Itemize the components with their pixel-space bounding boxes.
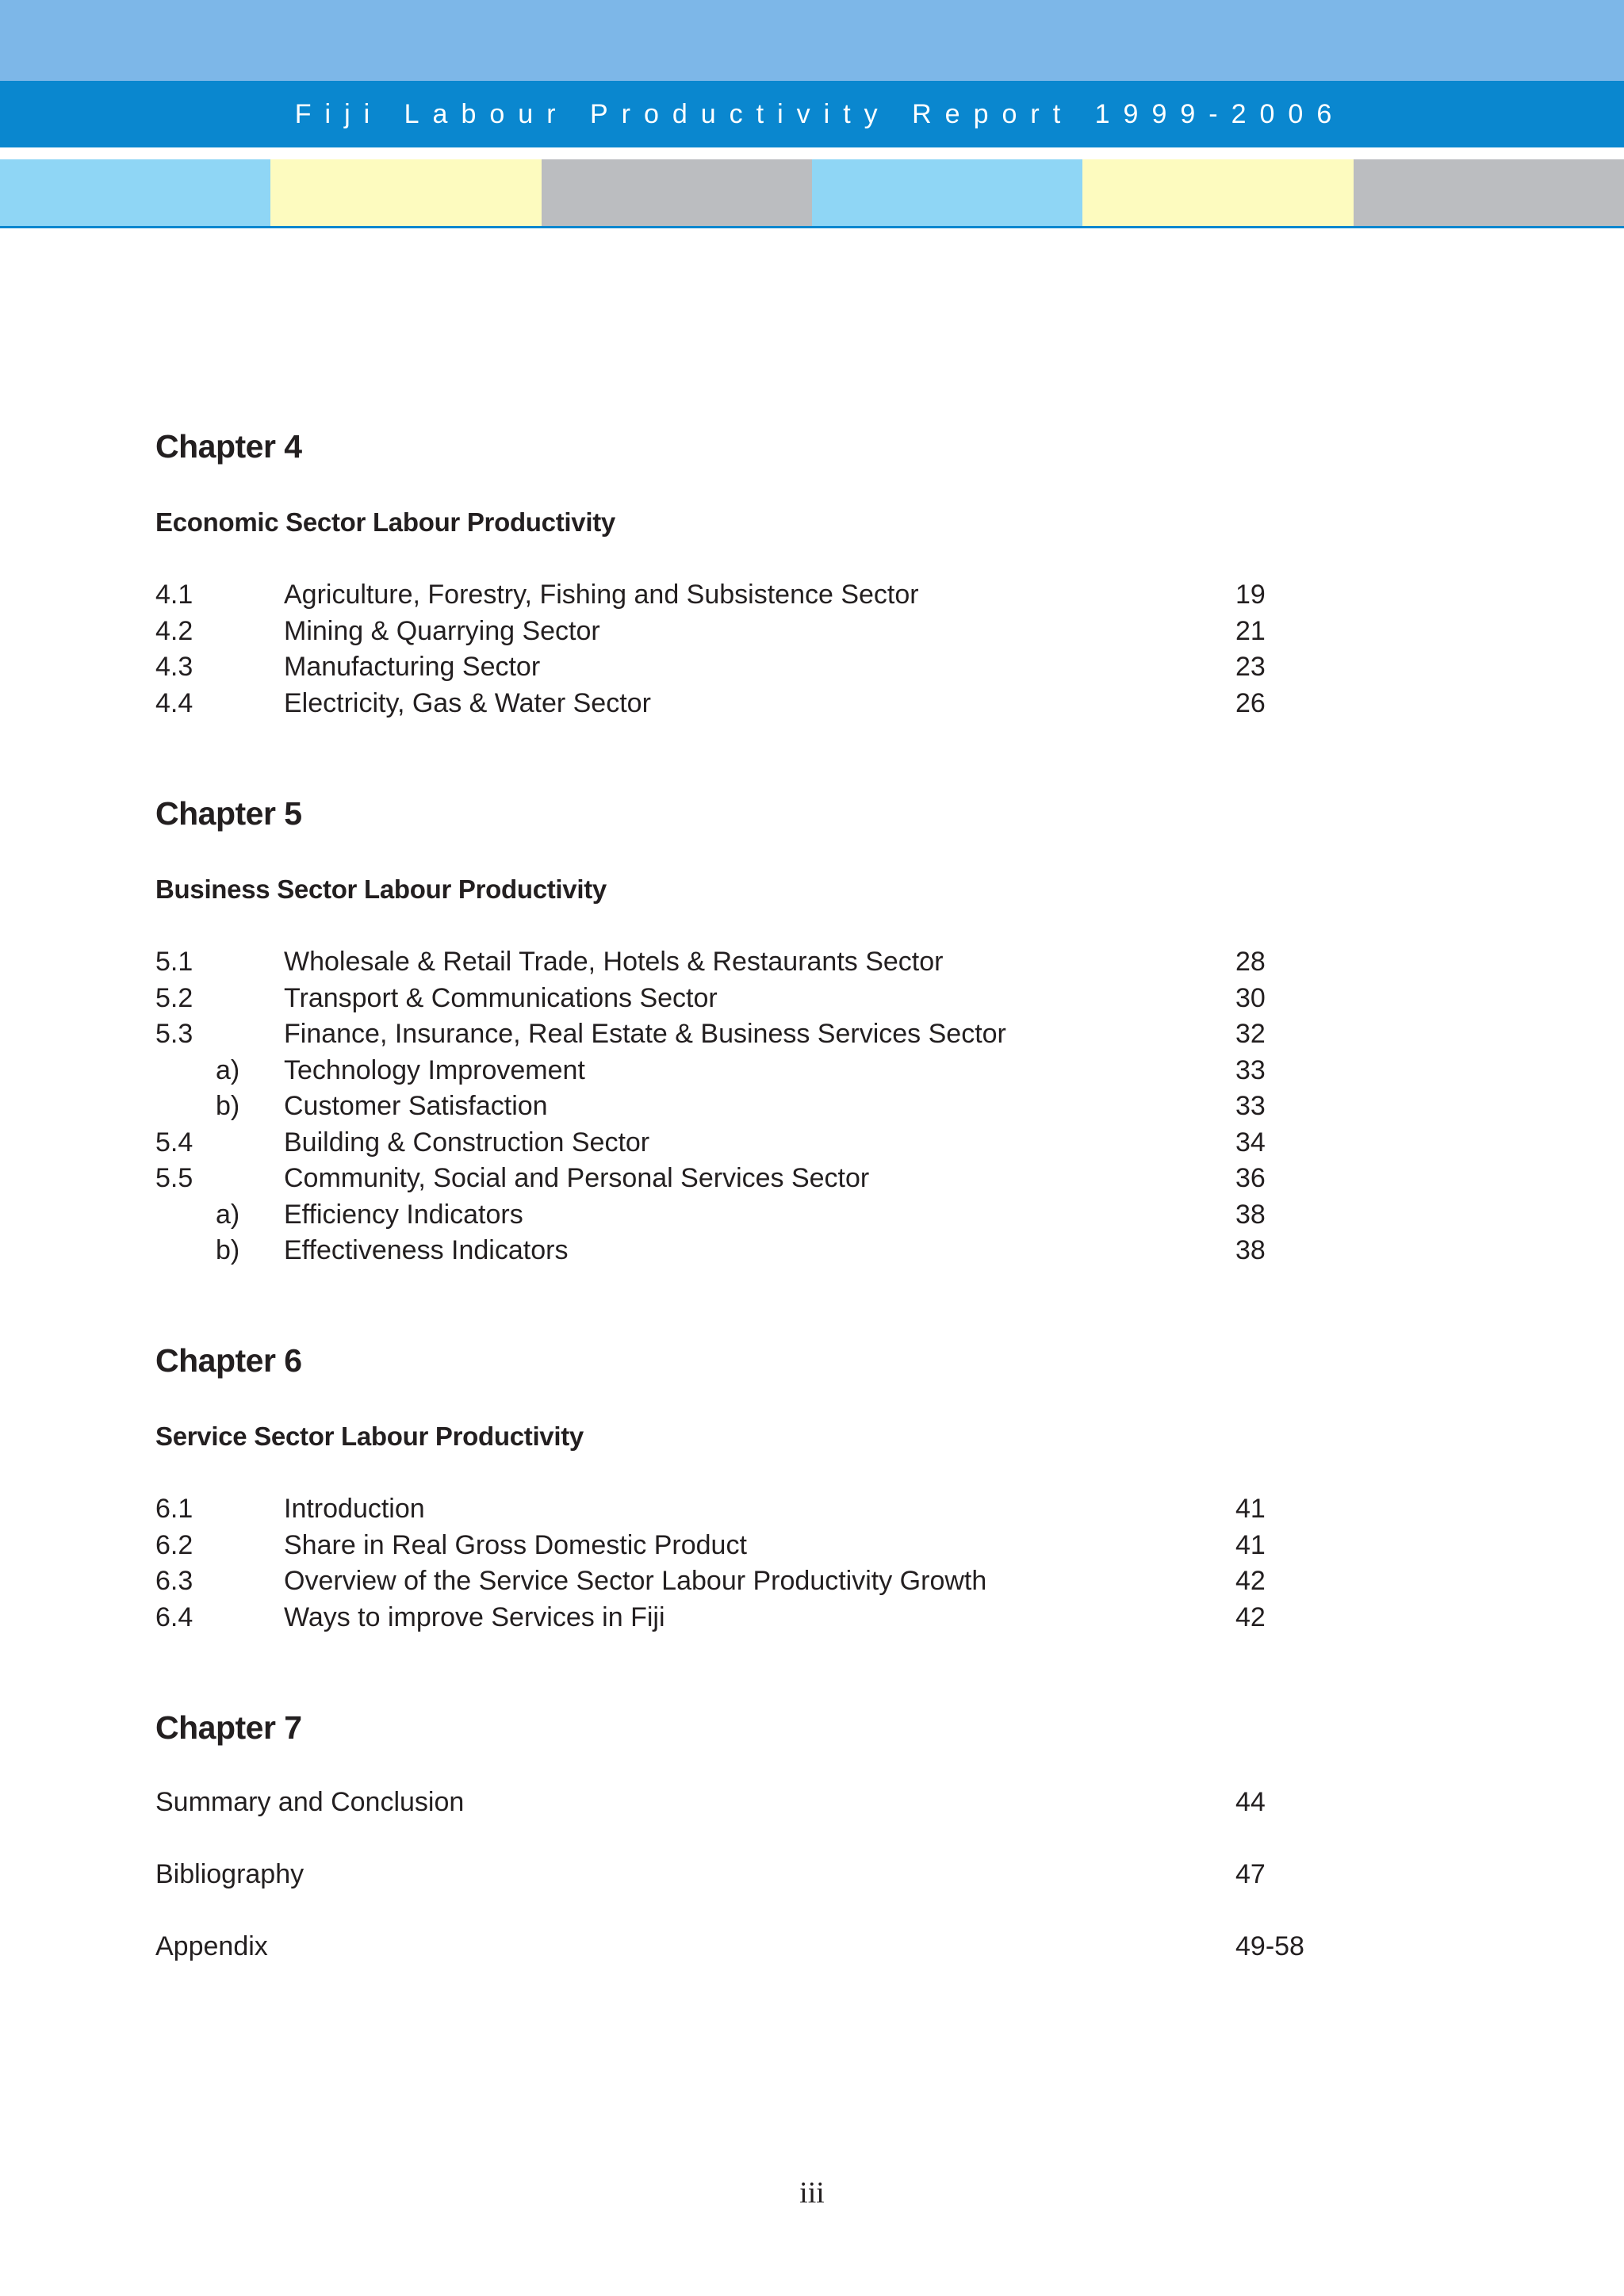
entry-page: 28 bbox=[1235, 947, 1266, 977]
entry-page: 34 bbox=[1235, 1127, 1266, 1158]
section-title: Business Sector Labour Productivity bbox=[155, 874, 607, 904]
entry-label: Manufacturing Sector bbox=[284, 652, 541, 682]
chapter-title: Chapter 5 bbox=[155, 795, 302, 832]
entry-label: Summary and Conclusion bbox=[155, 1787, 465, 1817]
entry-number: 5.4 bbox=[155, 1127, 193, 1158]
entry-number: 5.3 bbox=[155, 1019, 193, 1049]
toc-entry[interactable] bbox=[155, 685, 1345, 721]
toc-entry[interactable] bbox=[155, 1016, 1345, 1052]
toc-entry[interactable] bbox=[155, 1563, 1345, 1599]
entry-label: Technology Improvement bbox=[284, 1054, 585, 1085]
swatch-light-blue bbox=[812, 159, 1082, 226]
entry-page: 30 bbox=[1235, 982, 1266, 1013]
entry-page: 41 bbox=[1235, 1529, 1266, 1560]
header-title-band bbox=[0, 81, 1624, 147]
entry-label: Wholesale & Retail Trade, Hotels & Restaurants Sector bbox=[284, 947, 944, 977]
entry-number: 4.2 bbox=[155, 615, 193, 646]
toc-entry[interactable] bbox=[155, 1124, 1345, 1161]
toc-entry[interactable] bbox=[155, 1784, 1345, 1820]
entry-label: Customer Satisfaction bbox=[284, 1091, 548, 1121]
swatch-light-yellow bbox=[270, 159, 541, 226]
entry-subitem: b) bbox=[216, 1235, 240, 1265]
entry-number: 6.4 bbox=[155, 1601, 193, 1632]
entry-label: Introduction bbox=[284, 1494, 425, 1524]
entry-label: Efficiency Indicators bbox=[284, 1199, 523, 1230]
toc-entry[interactable] bbox=[155, 943, 1345, 980]
entry-page: 38 bbox=[1235, 1235, 1266, 1265]
entry-label: Bibliography bbox=[155, 1859, 304, 1889]
entry-number: 4.3 bbox=[155, 652, 193, 682]
toc-entry[interactable] bbox=[155, 613, 1345, 649]
entry-label: Transport & Communications Sector bbox=[284, 982, 718, 1013]
entry-page: 44 bbox=[1235, 1787, 1266, 1817]
toc-entry[interactable] bbox=[155, 1052, 1345, 1089]
entry-number: 5.5 bbox=[155, 1163, 193, 1193]
swatch-light-yellow bbox=[1082, 159, 1353, 226]
toc-entry[interactable] bbox=[155, 576, 1345, 613]
entry-number: 4.1 bbox=[155, 580, 193, 610]
entry-page: 49-58 bbox=[1235, 1931, 1304, 1961]
entry-page: 33 bbox=[1235, 1054, 1266, 1085]
toc-entry[interactable] bbox=[155, 1160, 1345, 1196]
toc-entry[interactable] bbox=[155, 1856, 1345, 1892]
entry-label: Finance, Insurance, Real Estate & Business Services Sector bbox=[284, 1019, 1006, 1049]
entry-label: Appendix bbox=[155, 1931, 268, 1961]
swatch-light-blue bbox=[0, 159, 270, 226]
chapter-title: Chapter 6 bbox=[155, 1342, 302, 1379]
entry-page: 26 bbox=[1235, 687, 1266, 718]
swatch-grey bbox=[1354, 159, 1624, 226]
entry-label: Mining & Quarrying Sector bbox=[284, 615, 600, 646]
entry-label: Overview of the Service Sector Labour Productivity Growth bbox=[284, 1566, 987, 1596]
entry-page: 19 bbox=[1235, 580, 1266, 610]
toc-entry[interactable] bbox=[155, 1928, 1345, 1965]
entry-label: Electricity, Gas & Water Sector bbox=[284, 687, 651, 718]
entry-page: 42 bbox=[1235, 1566, 1266, 1596]
entry-page: 47 bbox=[1235, 1859, 1266, 1889]
toc-entry[interactable] bbox=[155, 1490, 1345, 1527]
entry-number: 5.2 bbox=[155, 982, 193, 1013]
entry-page: 23 bbox=[1235, 652, 1266, 682]
header-color-swatches bbox=[0, 159, 1624, 226]
header-top-band bbox=[0, 0, 1624, 81]
swatch-grey bbox=[542, 159, 812, 226]
toc-entry[interactable] bbox=[155, 1527, 1345, 1563]
toc-entry[interactable] bbox=[155, 1599, 1345, 1636]
entry-page: 36 bbox=[1235, 1163, 1266, 1193]
entry-number: 6.3 bbox=[155, 1566, 193, 1596]
toc-entry[interactable] bbox=[155, 1196, 1345, 1233]
entry-page: 32 bbox=[1235, 1019, 1266, 1049]
header-rule bbox=[0, 226, 1624, 228]
section-title: Service Sector Labour Productivity bbox=[155, 1422, 584, 1451]
entry-page: 42 bbox=[1235, 1601, 1266, 1632]
toc-entry[interactable] bbox=[155, 1232, 1345, 1269]
entry-subitem: a) bbox=[216, 1199, 240, 1230]
entry-page: 21 bbox=[1235, 615, 1266, 646]
entry-number: 6.2 bbox=[155, 1529, 193, 1560]
entry-label: Effectiveness Indicators bbox=[284, 1235, 569, 1265]
entry-label: Ways to improve Services in Fiji bbox=[284, 1601, 665, 1632]
entry-page: 33 bbox=[1235, 1091, 1266, 1121]
entry-number: 5.1 bbox=[155, 947, 193, 977]
entry-label: Community, Social and Personal Services Sector bbox=[284, 1163, 870, 1193]
chapter-title: Chapter 4 bbox=[155, 428, 302, 465]
entry-page: 38 bbox=[1235, 1199, 1266, 1230]
entry-label: Share in Real Gross Domestic Product bbox=[284, 1529, 747, 1560]
chapter-title: Chapter 7 bbox=[155, 1709, 302, 1746]
entry-number: 4.4 bbox=[155, 687, 193, 718]
entry-subitem: b) bbox=[216, 1091, 240, 1121]
report-title: Fiji Labour Productivity Report 1999-2006 bbox=[294, 99, 1346, 129]
entry-label: Agriculture, Forestry, Fishing and Subsistence Sector bbox=[284, 580, 919, 610]
toc-entry[interactable] bbox=[155, 649, 1345, 685]
entry-number: 6.1 bbox=[155, 1494, 193, 1524]
entry-page: 41 bbox=[1235, 1494, 1266, 1524]
entry-label: Building & Construction Sector bbox=[284, 1127, 650, 1158]
toc-entry[interactable] bbox=[155, 1088, 1345, 1124]
toc-entry[interactable] bbox=[155, 980, 1345, 1016]
page-number: iii bbox=[799, 2176, 825, 2210]
entry-subitem: a) bbox=[216, 1054, 240, 1085]
section-title: Economic Sector Labour Productivity bbox=[155, 507, 615, 537]
